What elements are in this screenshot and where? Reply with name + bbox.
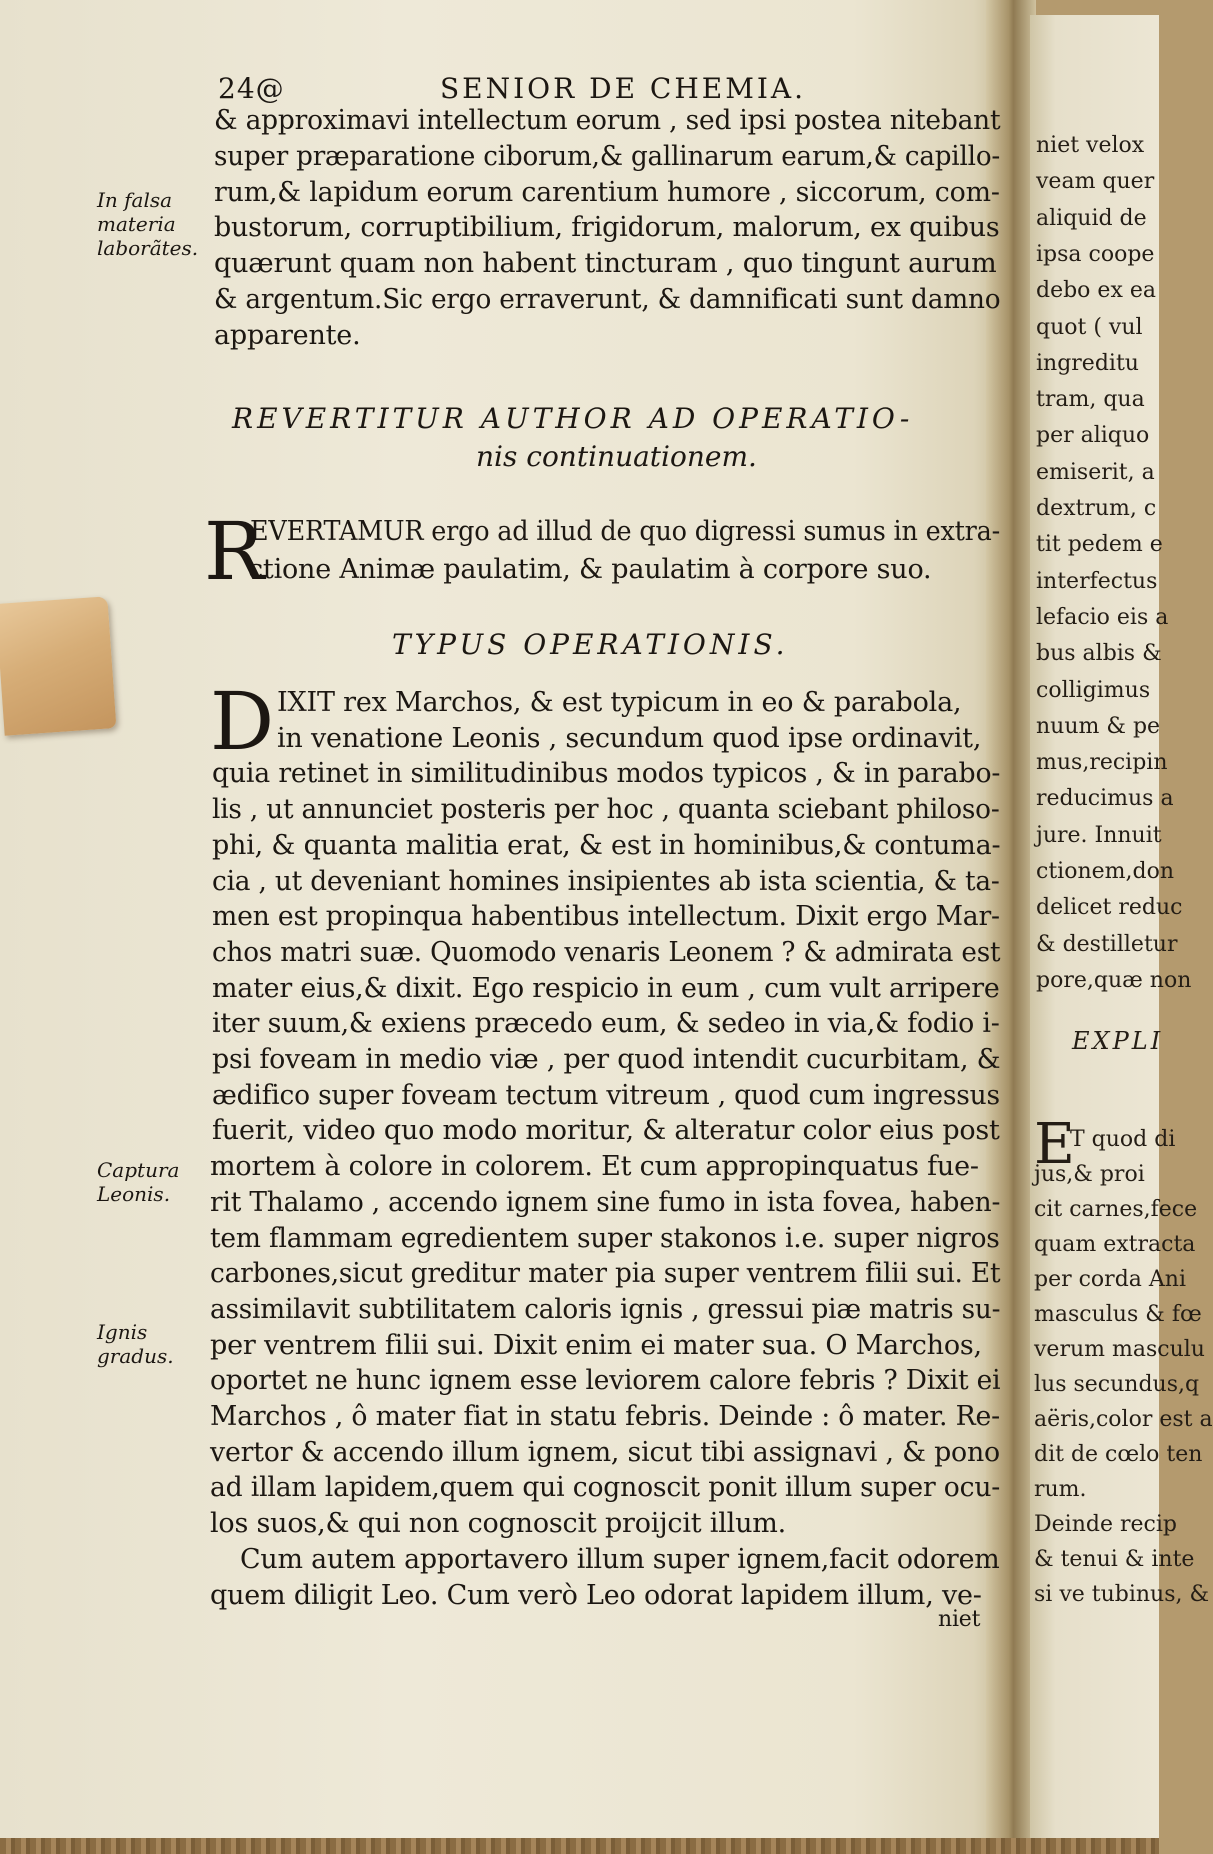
text-line: bustorum, corruptibilium, frigidorum, malorum, ex quibus [214, 212, 1000, 244]
text-line: in venatione Leonis , secundum quod ipse ordinavit, [277, 722, 982, 754]
right-page-line: masculus & fœ [1034, 1302, 1202, 1327]
right-page-line: ipsa coope [1036, 241, 1155, 267]
right-page-line: colligimus [1036, 677, 1151, 703]
right-page-line: quam extracta [1034, 1232, 1196, 1257]
right-page-line: nuum & pe [1036, 713, 1161, 739]
text-line: ad illam lapidem,quem qui cognoscit ponit illum super ocu- [210, 1472, 1001, 1504]
section-heading: TYPUS OPERATIONIS. [392, 628, 789, 661]
text-line: chos matri suæ. Quomodo venaris Leonem ? & admirata est [212, 936, 1001, 968]
right-page-line: jus,& proi [1034, 1162, 1145, 1187]
right-page-line: dit de cœlo ten [1034, 1442, 1203, 1467]
drop-capital: D [210, 675, 275, 768]
text-line: iter suum,& exiens præcedo eum, & sedeo in via,& fodio i- [212, 1008, 1000, 1040]
right-page-line: mus,recipin [1036, 750, 1168, 776]
right-page-line: lefacio eis a [1036, 604, 1169, 630]
right-page-line: pore,quæ non [1036, 967, 1192, 993]
text-line: quærunt quam non habent tincturam , quo tingunt aurum [214, 248, 997, 280]
right-page-line: tit pedem e [1036, 532, 1163, 558]
right-page [1030, 15, 1213, 1845]
right-page-line: cit carnes,fece [1034, 1197, 1198, 1222]
right-page-line: rum. [1034, 1477, 1087, 1502]
right-page-line: & tenui & inte [1034, 1547, 1195, 1572]
text-line: oportet ne hunc ignem esse leviorem calore febris ? Dixit ei [210, 1365, 1001, 1397]
right-page-line: dextrum, c [1036, 496, 1157, 521]
right-page-line: Deinde recip [1034, 1512, 1177, 1537]
text-line: carbones,sicut greditur mater pia super ventrem filii sui. Et [210, 1258, 1001, 1290]
text-line: tem flammam egredientem super stakonos i.e. super nigros [210, 1222, 1000, 1254]
right-page-line: interfectus [1036, 568, 1158, 594]
right-page-line: lus secundus,q [1034, 1372, 1200, 1397]
right-page-line: aëris,color est a [1034, 1407, 1213, 1432]
text-line: rit Thalamo , accendo ignem sine fumo in ista fovea, haben- [210, 1186, 1001, 1218]
right-page-heading: EXPLI [1072, 1027, 1164, 1055]
right-page-line: quot ( vul [1036, 314, 1143, 340]
text-line: Marchos , ô mater fiat in statu febris. Deinde : ô mater. Re- [210, 1401, 1000, 1432]
margin-note: In falsa materia laborãtes. [97, 188, 199, 260]
text-line: quem diligit Leo. Cum verò Leo odorat lapidem illum, ve- [210, 1579, 982, 1611]
text-line: super præparatione ciborum,& gallinarum earum,& capillo- [214, 140, 1001, 172]
right-page-line: T quod di [1070, 1127, 1176, 1152]
text-line: assimilavit subtilitatem caloris ignis , gressui piæ matris su- [210, 1293, 1001, 1325]
right-page-line: veam quer [1036, 169, 1155, 195]
text-line: vertor & accendo illum ignem, sicut tibi assignavi , & pono [210, 1436, 1000, 1468]
text-line: cia , ut deveniant homines insipientes ab ista scientia, & ta- [212, 865, 1000, 897]
text-line: Cum autem apportavero illum super ignem,facit odorem [240, 1543, 1000, 1575]
right-page-line: per aliquo [1036, 423, 1150, 449]
catchword: niet [938, 1607, 981, 1632]
text-line: lis , ut annunciet posteris per hoc , quanta sciebant philoso- [212, 794, 1000, 826]
text-line: quia retinet in similitudinibus modos typicos , & in parabo- [212, 758, 1001, 790]
text-line: per ventrem filii sui. Dixit enim ei mater sua. O Marchos, [210, 1329, 982, 1361]
right-page-line: ctionem,don [1036, 859, 1174, 884]
right-page-line: emiserit, a [1036, 459, 1155, 485]
section-heading-continued: nis continuationem. [476, 440, 757, 473]
right-page-line: debo ex ea [1036, 278, 1156, 304]
text-line: apparente. [214, 319, 361, 351]
text-line: & approximavi intellectum eorum , sed ipsi postea nitebant [214, 105, 1001, 136]
text-line: men est propinqua habentibus intellectum. Dixit ergo Mar- [212, 901, 1000, 933]
right-page-line: tram, qua [1036, 387, 1145, 413]
text-line: ctione Animæ paulatim, & paulatim à corpore suo. [248, 554, 932, 585]
text-line: phi, & quanta malitia erat, & est in hominibus,& contuma- [212, 829, 1001, 861]
text-line: ædifico super foveam tectum vitreum , quod cum ingressus [212, 1079, 1000, 1111]
text-line: fuerit, video quo modo moritur, & alteratur color eius post [212, 1115, 1000, 1147]
text-line: EVERTAMUR ergo ad illud de quo digressi sumus in extra- [250, 516, 1001, 547]
text-line: los suos,& qui non cognoscit proijcit illum. [210, 1508, 787, 1540]
right-page-line: verum masculu [1034, 1337, 1205, 1362]
right-page-dropcap: E [1034, 1112, 1075, 1177]
text-line: rum,& lapidum eorum carentium humore , siccorum, com- [214, 176, 1000, 208]
section-heading: REVERTITUR AUTHOR AD OPERATIO- [232, 402, 914, 435]
running-title: SENIOR DE CHEMIA. [440, 72, 807, 105]
book-bottom-edge [0, 1838, 1159, 1854]
text-line: psi foveam in medio viæ , per quod intendit cucurbitam, & [212, 1044, 1001, 1075]
margin-note: Captura Leonis. [97, 1158, 180, 1206]
text-line: & argentum.Sic ergo erraverunt, & damnificati sunt damno [214, 284, 1001, 315]
right-page-line: delicet reduc [1036, 895, 1183, 921]
text-line: mater eius,& dixit. Ego respicio in eum , cum vult arripere [212, 972, 1000, 1004]
right-page-line: ingreditu [1036, 350, 1139, 376]
text-line: IXIT rex Marchos, & est typicum in eo & parabola, [277, 687, 962, 718]
right-page-line: per corda Ani [1034, 1267, 1186, 1292]
margin-note: Ignis gradus. [97, 1320, 174, 1368]
right-page-line: aliquid de [1036, 205, 1147, 231]
right-page-line: reducimus a [1036, 786, 1174, 812]
right-page-line: bus albis & [1036, 641, 1162, 667]
text-line: mortem à colore in colorem. Et cum appropinquatus fue- [210, 1151, 979, 1183]
right-page-line: jure. Innuit [1036, 822, 1162, 848]
wooden-bookmark [0, 596, 116, 735]
right-page-line: & destilletur [1036, 931, 1178, 957]
page-number: 24@ [218, 72, 285, 105]
right-page-line: niet velox [1036, 133, 1145, 158]
right-page-line: si ve tubinus, & [1034, 1582, 1210, 1607]
drop-capital: R [204, 505, 265, 598]
